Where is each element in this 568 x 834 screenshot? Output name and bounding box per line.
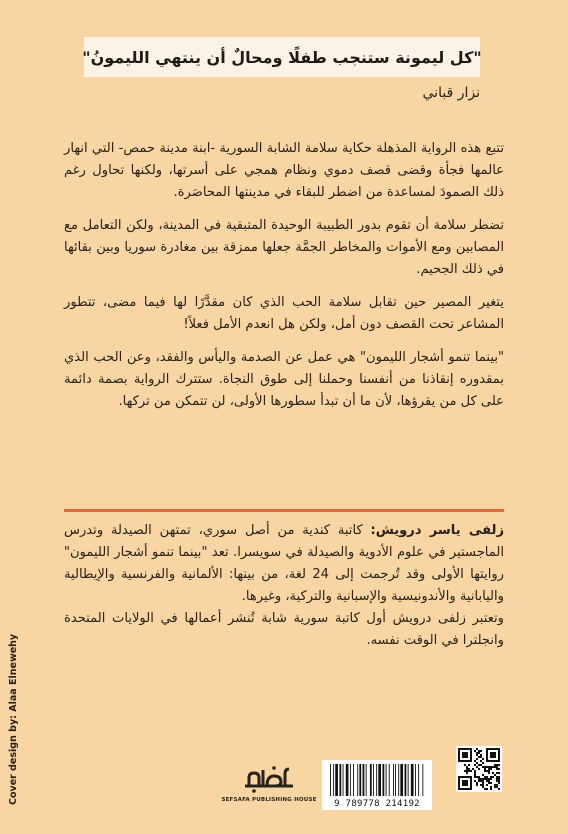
isbn-barcode bbox=[322, 760, 432, 810]
synopsis-paragraph: تتبع هذه الرواية المذهلة حكاية سلامة الشابة السورية -ابنة مدينة حمص- التي انهار عالمها فجأة وقضى قصف دموي ونظام همجي على أسرتها، ولكنها تحاول رغم ذلك الصمودَ لمساعدة من اضطر للبقاء في مدينتها المحاصَرة. bbox=[64, 141, 504, 200]
quote-box bbox=[84, 37, 480, 77]
author-bio-paragraph bbox=[64, 520, 504, 608]
section-divider bbox=[64, 509, 504, 512]
qr-code bbox=[456, 746, 502, 792]
synopsis-paragraph: تضطر سلامة أن تقوم بدور الطبيبة الوحيدة المتبقية في المدينة، ولكن التعامل مع المصابين ومع الأموات والمخاطر الجمَّة جعلها ممزقة بين مغادرة سوريا وبين بقائها في ذلك الجحيم. bbox=[64, 218, 504, 277]
publisher-name: SEFSAFA PUBLISHING HOUSE bbox=[221, 797, 317, 803]
author-bio-paragraph: وتعتبر زلفى درويش أول كاتبة سورية شابة تُنشر أعمالها في الولايات المتحدة وانجلترا في الوقت نفسه. bbox=[64, 611, 504, 648]
barcode-icon bbox=[322, 760, 432, 798]
quote-author: نزار قباني bbox=[422, 85, 480, 101]
publisher-block bbox=[223, 764, 315, 812]
author-bio bbox=[64, 520, 504, 652]
publisher-logo-icon bbox=[241, 764, 297, 794]
qr-code-icon bbox=[456, 746, 502, 792]
quote-text: "كل ليمونة ستنجب طفلًا ومحالٌ أن ينتهي الليمونُ" bbox=[82, 47, 482, 67]
synopsis bbox=[64, 138, 504, 424]
synopsis-paragraph: يتغير المصير حين تقابل سلامة الحب الذي كان مقدَّرًا لها فيما مضى، تتطور المشاعر تحت القصف دون أمل، ولكن هل انعدم الأمل فعلاً! bbox=[64, 295, 504, 332]
author-name: زلفى ياسر درويش: bbox=[370, 523, 504, 538]
synopsis-paragraph: "بينما تنمو أشجار الليمون" هي عمل عن الصدمة واليأس والفقد، وعن الحب الذي بمقدوره إنقاذنا من أنفسنا وحملنا إلى طوق النجاة. ستترك الرواية بصمة دائمة على كل من يقرؤها، لأن ما أن تبدأ سطورها الأولى، لن تتمكن من تركها. bbox=[64, 350, 504, 409]
author-bio-text: كاتبة كندية من أصل سوري، تمتهن الصيدلة وتدرس الماجستير في علوم الأدوية والصيدلة في سويسرا. تعد "بينما تنمو أشجار الليمون" روايتها الأولى وقد تُرجمت إلى 24 لغة، من بينها: الألمانية والفرنسية والإيطالية واليابانية والأندونيسية والإسبانية والتركية، وغيرها. bbox=[64, 523, 504, 604]
isbn-number: 9 789778 214192 bbox=[334, 799, 420, 809]
cover-design-credit: Cover design by: Alaa Elnewehy bbox=[8, 633, 19, 805]
